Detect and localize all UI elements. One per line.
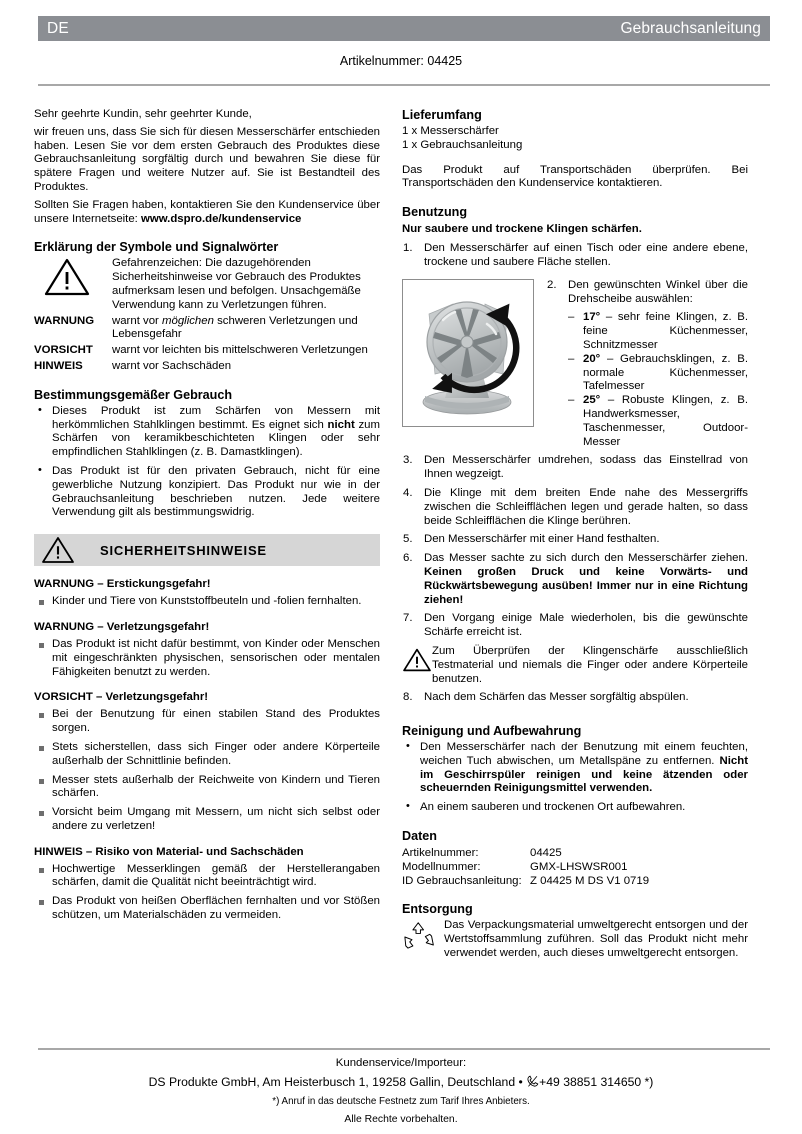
footer-company-line — [0, 1072, 802, 1094]
table-row — [402, 846, 748, 860]
footer-phone-footnote: *) Anruf in das deutsche Festnetz zum Tarif Ihres Anbieters. — [272, 1096, 530, 1107]
usage-step-2-list — [546, 279, 748, 307]
left-column — [34, 108, 380, 960]
usage-step-6 — [402, 552, 748, 607]
scope-item-0: 1 x Messerschärfer — [402, 125, 499, 137]
angle-value-20: 20° — [583, 352, 601, 365]
warnung-text-pre: warnt vor — [112, 314, 163, 327]
warnung-text-italic: möglichen — [162, 314, 214, 327]
intro-paragraph: wir freuen uns, dass Sie sich für diesen Messerschärfer entschieden haben. Lesen Sie vor dem ersten Gebrauch des Produktes diese Gebrauchsanleitung sorgfältig durch und bewahren Sie diese für spätere Fragen und weitere Nutzer auf. Sie ist Bestandteil des Produktes. — [34, 125, 380, 193]
data-key-manual-id: ID Gebrauchsanleitung: — [402, 875, 522, 888]
data-value-model: GMX-LHSWSR001 — [530, 861, 628, 874]
recycling-icon — [402, 919, 444, 958]
symbol-row-hinweis — [34, 360, 380, 374]
danger-symbol-text: Gefahrenzeichen: Die dazugehörenden Sicherheitshinweise vor Gebrauch des Produktes aufmerksam lesen und befolgen. Unsachgemäße Verwendung kann zu Verletzungen führen. — [112, 257, 361, 311]
step7-warning-block — [402, 645, 748, 686]
data-heading: Daten — [402, 829, 437, 844]
signal-word-hinweis: HINWEIS — [34, 359, 83, 372]
safety-heading-injury-warning: WARNUNG – Verletzungsgefahr! — [34, 620, 210, 633]
angle-option-25 — [568, 394, 748, 449]
angle-desc-20: – Gebrauchsklingen, z. B. normale Küchenmesser, Tafelmesser — [583, 352, 748, 393]
signal-word-vorsicht-text: warnt vor leichten bis mittelschweren Verletzungen — [112, 344, 368, 357]
usage-lead-note: Nur saubere und trockene Klingen schärfen. — [402, 223, 642, 236]
figure-and-step2 — [402, 279, 748, 450]
intended-use-item-1-text: Das Produkt ist für den privaten Gebrauch, nicht für eine gewerbliche Nutzung konzipiert. Das Produkt nur wie in der Gebrauchsanleitung beschrieben nutzen. Jede weitere Verwendung gilt als bestimmungswidrig. — [52, 464, 380, 519]
safety-list-suffocation — [34, 595, 380, 609]
page-footer — [0, 1055, 802, 1131]
table-row — [402, 874, 748, 888]
symbol-row-warnung — [34, 315, 380, 343]
list-item — [34, 465, 380, 520]
symbols-heading: Erklärung der Symbole und Signalwörter — [34, 240, 279, 255]
usage-step-2: Den gewünschten Winkel über die Drehscheibe auswählen: — [568, 278, 748, 305]
footer-company-address: DS Produkte GmbH, Am Heisterbusch 1, 19258 Gallin, Deutschland • — [148, 1075, 527, 1089]
usage-step-7: Den Vorgang einige Male wiederholen, bis die gewünschte Schärfe erreicht ist. — [424, 612, 748, 639]
data-value-article: 04425 — [530, 847, 562, 860]
step2-block — [546, 279, 748, 450]
warning-triangle-icon — [402, 645, 432, 678]
usage-step-5: Den Messerschärfer mit einer Hand festhalten. — [424, 533, 660, 546]
signal-word-vorsicht: VORSICHT — [34, 344, 93, 357]
usage-heading: Benutzung — [402, 205, 468, 220]
footer-service-label: Kundenservice/Importeur: — [335, 1057, 467, 1069]
list-item — [402, 741, 748, 796]
list-item: Das Produkt ist nicht dafür bestimmt, von Kinder oder Menschen mit eingeschränkten physischen, sensorischen oder mentalen Fähigkeiten benutzt zu werden. — [34, 638, 380, 679]
usage-step-6-bold: Keinen großen Druck und keine Vorwärts- und Rückwärtsbewegung ausüben! Immer nur in eine Richtung ziehen! — [424, 565, 748, 606]
angle-option-20 — [568, 353, 748, 394]
data-table — [402, 846, 748, 888]
recycling-arrows-svg — [402, 921, 438, 953]
warning-triangle-icon — [34, 257, 112, 297]
warning-triangle-svg — [44, 257, 90, 297]
list-item: Messer stets außerhalb der Reichweite von Kindern und Tieren schärfen. — [34, 774, 380, 802]
disposal-heading: Entsorgung — [402, 902, 473, 917]
safety-heading-material-damage: HINWEIS – Risiko von Material- und Sachschäden — [34, 845, 304, 858]
signal-word-warnung-text — [112, 315, 380, 343]
symbol-row-vorsicht — [34, 344, 380, 358]
list-item: Vorsicht beim Umgang mit Messern, um nicht sich selbst oder andere zu verletzen! — [34, 806, 380, 834]
content-columns — [0, 108, 802, 960]
safety-list-material-damage — [34, 863, 380, 923]
salutation: Sehr geehrte Kundin, sehr geehrter Kunde, — [34, 108, 252, 120]
usage-step-3: Den Messerschärfer umdrehen, sodass das Einstellrad von Ihnen wegzeigt. — [424, 454, 748, 481]
footer-rights: Alle Rechte vorbehalten. — [344, 1114, 458, 1125]
right-column — [402, 108, 748, 960]
angle-value-17: 17° — [583, 311, 601, 324]
safety-heading-suffocation: WARNUNG – Erstickungsgefahr! — [34, 578, 211, 591]
contact-paragraph — [34, 199, 380, 227]
product-image-box — [402, 279, 534, 427]
cleaning-heading: Reinigung und Aufbewahrung — [402, 724, 582, 739]
scope-item-1: 1 x Gebrauchsanleitung — [402, 138, 523, 151]
intended-use-heading: Bestimmungsgemäßer Gebrauch — [34, 387, 233, 402]
data-value-manual-id: Z 04425 M DS V1 0719 — [530, 875, 650, 888]
article-number-line: Artikelnummer: 04425 — [339, 54, 463, 68]
header-divider — [38, 84, 770, 86]
cleaning-list — [402, 741, 748, 815]
intended-use-item-0-post: zum Schärfen von keramikbeschichteten Klingen oder sehr empfindlichen Stahlklingen (z. B. Damastklingen). — [52, 418, 381, 459]
disposal-text: Das Verpackungsmaterial umweltgerecht entsorgen und der Wertstoffsammlung zuführen. Soll das Produkt nicht mehr verwendet werden, auch dieses umweltgerecht entsorgen. — [444, 919, 748, 959]
usage-step-8: Nach dem Schärfen das Messer sorgfältig abspülen. — [424, 691, 689, 704]
language-code: DE — [47, 19, 69, 37]
footer-divider — [38, 1048, 770, 1050]
symbol-row-danger — [34, 257, 380, 312]
angle-desc-25: – Robuste Klingen, z. B. Handwerksmesser, Taschenmesser, Outdoor-Messer — [583, 394, 748, 448]
data-key-article: Artikelnummer: — [402, 847, 479, 860]
safety-notices-title: SICHERHEITSHINWEISE — [100, 542, 267, 558]
usage-step-1: Den Messerschärfer auf einen Tisch oder eine andere ebene, trockene und saubere Fläche stellen. — [424, 242, 748, 268]
safety-list-injury-caution — [34, 708, 380, 833]
safety-notices-banner — [34, 534, 380, 566]
list-item: Hochwertige Messerklingen gemäß der Herstellerangaben schärfen, damit die Qualität nicht beeinträchtigt wird. — [34, 863, 380, 891]
knife-sharpener-illustration — [403, 280, 533, 426]
list-item: Stets sicherstellen, dass sich Finger oder andere Körperteile außerhalb der Schnittlinie befinden. — [34, 741, 380, 769]
table-row — [402, 860, 748, 874]
footer-phone-number: +49 38851 314650 *) — [539, 1075, 654, 1089]
scope-of-delivery-heading: Lieferumfang — [402, 108, 482, 122]
transport-damage-note: Das Produkt auf Transportschäden überprüfen. Bei Transportschäden den Kundenservice kontaktieren. — [402, 163, 748, 190]
angle-value-25: 25° — [583, 394, 601, 407]
customer-service-url: www.dspro.de/kundenservice — [141, 212, 302, 225]
contact-paragraph-text: Sollten Sie Fragen haben, kontaktieren Sie den Kundenservice über unsere Internetseite: — [34, 198, 380, 225]
list-item: Kinder und Tiere von Kunststoffbeuteln und -folien fernhalten. — [34, 595, 380, 609]
usage-steps-list-part3 — [402, 691, 748, 705]
disposal-block — [402, 919, 748, 960]
signal-word-hinweis-text: warnt vor Sachschäden — [112, 359, 232, 372]
phone-icon — [526, 1074, 539, 1094]
usage-step-6-pre: Das Messer sachte zu sich durch den Messerschärfer ziehen. — [424, 552, 748, 565]
cleaning-item-0-bold: Nicht im Geschirrspüler reinigen und keine ätzenden oder scheuernden Reinigungsmittel verwenden. — [420, 754, 748, 795]
page-header-bar — [38, 16, 770, 41]
document-title: Gebrauchsanleitung — [620, 19, 761, 37]
angle-option-17 — [568, 311, 748, 352]
warnung-text-post: schweren Verletzungen und Lebensgefahr — [112, 314, 358, 341]
data-key-model: Modellnummer: — [402, 861, 481, 874]
angle-desc-17: – sehr feine Klingen, z. B. feine Küchenmesser, Schnitzmesser — [583, 311, 748, 351]
intended-use-item-0-pre: Dieses Produkt ist zum Schärfen von Messern mit herkömmlichen Stahlklingen bestimmt. Es eignet sich — [52, 404, 380, 431]
warning-triangle-icon — [38, 535, 78, 565]
list-item: Das Produkt von heißen Oberflächen fernhalten und vor Stößen schützen, um Materialschäden zu vermeiden. — [34, 895, 380, 923]
cleaning-item-0-pre: Den Messerschärfer nach der Benutzung mit einem feuchten, weichen Tuch abwischen, um Metallspäne zu entfernen. — [420, 741, 748, 767]
list-item: • An einem sauberen und trockenen Ort aufbewahren. — [402, 801, 748, 815]
step7-warning-text: Zum Überprüfen der Klingenschärfe ausschließlich Testmaterial und niemals die Finger oder andere Körperteile benutzen. — [432, 644, 748, 685]
list-item — [34, 405, 380, 460]
usage-step-4: Die Klinge mit dem breiten Ende nahe des Messergriffs zwischen die Schleifflächen legen und gerade halten, so dass beide Schleifflächen die Klinge berühren. — [424, 486, 748, 527]
list-item: Bei der Benutzung für einen stabilen Stand des Produktes sorgen. — [34, 708, 380, 736]
intended-use-list — [34, 405, 380, 520]
angle-options-list — [568, 311, 748, 449]
warning-triangle-svg — [402, 647, 432, 673]
safety-list-injury-warning — [34, 638, 380, 679]
usage-steps-list-part2 — [402, 454, 748, 640]
signal-word-warnung: WARNUNG — [34, 314, 95, 327]
usage-steps-list-part1 — [402, 242, 748, 270]
intended-use-item-0-bold: nicht — [327, 418, 355, 431]
safety-heading-injury-caution: VORSICHT – Verletzungsgefahr! — [34, 691, 209, 704]
